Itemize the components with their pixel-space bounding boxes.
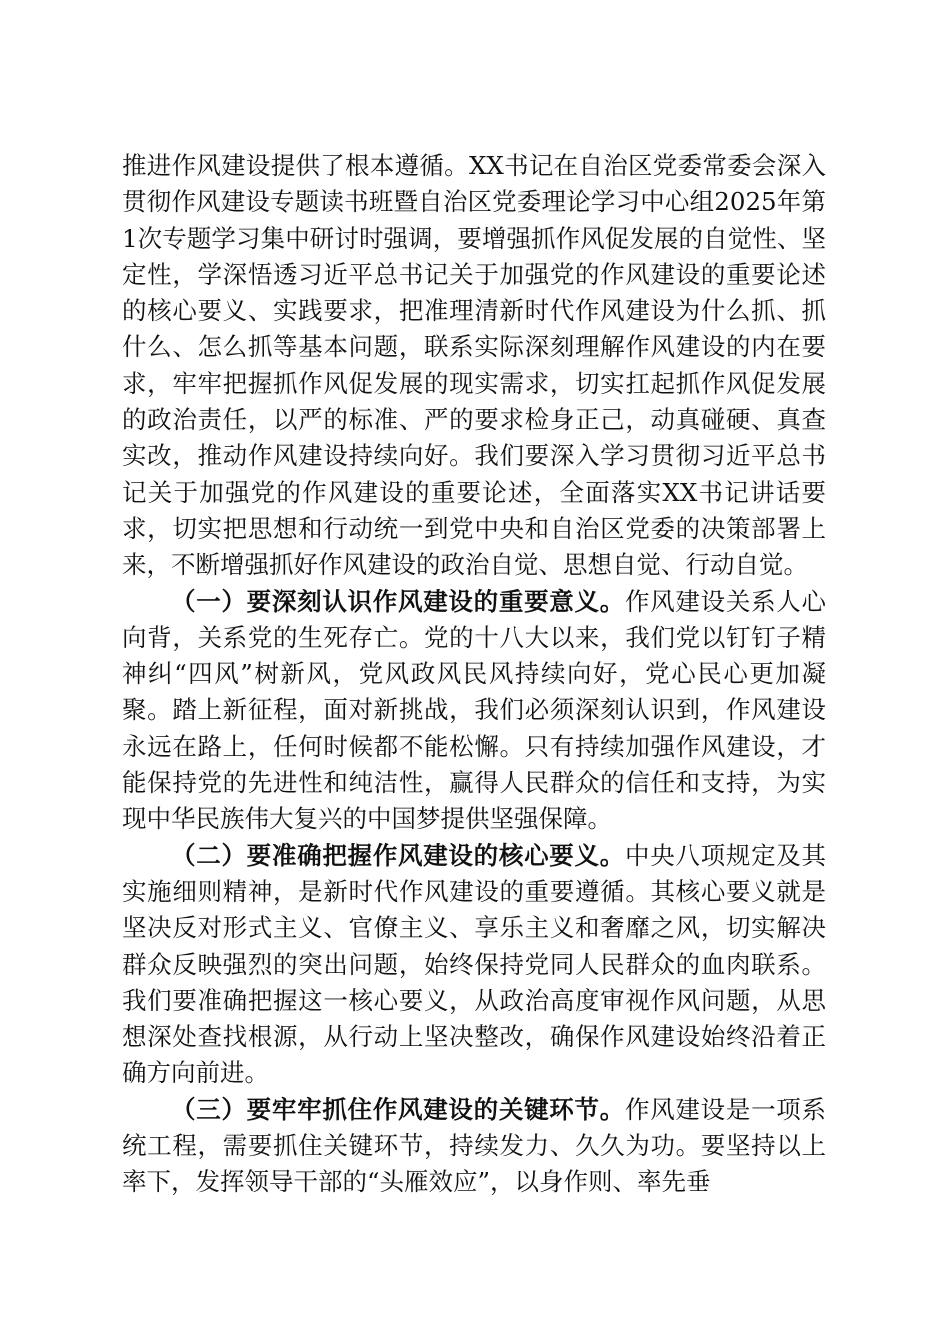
section-3-heading: （三）要牢牢抓住作风建设的关键环节。: [171, 1094, 625, 1124]
section-1-text: 作风建设关系人心向背，关系党的生死存亡。党的十八大以来，我们党以钉钉子精神纠“四风”树新风，党风政风民风持续向好，党心民心更加凝聚。踏上新征程，面对新挑战，我们必须深刻认识到，作风建设永远在路上，任何时候都不能松懈。只有持续加强作风建设，才能保持党的先进性和纯洁性，赢得人民群众的信任和支持，为实现中华民族伟大复兴的中国梦提供坚强保障。: [122, 586, 827, 834]
paragraph-section-3: [122, 1092, 826, 1201]
document-page: [122, 148, 826, 1201]
section-2-text: 中央八项规定及其实施细则精神，是新时代作风建设的重要遵循。其核心要义就是坚决反对形式主义、官僚主义、享乐主义和奢靡之风，切实解决群众反映强烈的突出问题，始终保持党同人民群众的血肉联系。我们要准确把握这一核心要义，从政治高度审视作风问题，从思想深处查找根源，从行动上坚决整改，确保作风建设始终沿着正确方向前进。: [122, 840, 827, 1088]
section-1-heading: （一）要深刻认识作风建设的重要意义。: [171, 586, 625, 616]
paragraph-intro: [122, 148, 826, 584]
section-2-heading: （二）要准确把握作风建设的核心要义。: [171, 840, 625, 870]
section-3-text: 作风建设是一项系统工程，需要抓住关键环节，持续发力、久久为功。要坚持以上率下，发挥领导干部的“头雁效应”，以身作则、率先垂: [122, 1094, 827, 1197]
paragraph-section-1: [122, 584, 826, 838]
paragraph-intro-text: 推进作风建设提供了根本遵循。XX书记在自治区党委常委会深入贯彻作风建设专题读书班暨自治区党委理论学习中心组2025年第1次专题学习集中研讨时强调，要增强抓作风促发展的自觉性、坚定性，学深悟透习近平总书记关于加强党的作风建设的重要论述的核心要义、实践要求，把准理清新时代作风建设为什么抓、抓什么、怎么抓等基本问题，联系实际深刻理解作风建设的内在要求，牢牢把握抓作风促发展的现实需求，切实扛起抓作风促发展的政治责任，以严的标准、严的要求检身正己，动真碰硬、真查实改，推动作风建设持续向好。我们要深入学习贯彻习近平总书记关于加强党的作风建设的重要论述，全面落实XX书记讲话要求，切实把思想和行动统一到党中央和自治区党委的决策部署上来，不断增强抓好作风建设的政治自觉、思想自觉、行动自觉。: [122, 151, 826, 580]
paragraph-section-2: [122, 838, 826, 1092]
